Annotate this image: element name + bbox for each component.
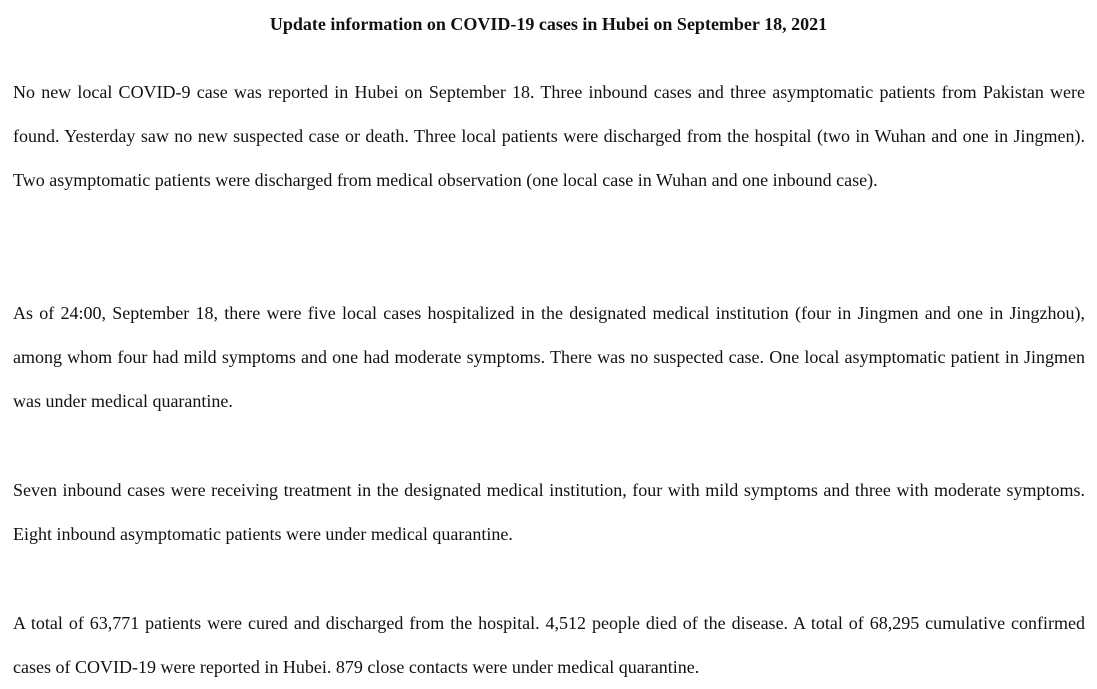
- paragraph-cumulative-totals: A total of 63,771 patients were cured and discharged from the hospital. 4,512 people died of the disease. A total of 68,295 cumulative confirmed cases of COVID-19 were reported in Hubei. 879 close contacts were under medical quarantine.: [13, 613, 1085, 678]
- paragraph-inbound-treatment: Seven inbound cases were receiving treatment in the designated medical institution, four with mild symptoms and three with moderate symptoms. Eight inbound asymptomatic patients were under medical quarantine.: [13, 480, 1085, 545]
- paragraph-new-cases: No new local COVID-9 case was reported in Hubei on September 18. Three inbound cases and three asymptomatic patients from Pakistan were found. Yesterday saw no new suspected case or death. Three local patients were discharged from the hospital (two in Wuhan and one in Jingmen). Two asymptomatic patients were discharged from medical observation (one local case in Wuhan and one inbound case).: [13, 82, 1085, 191]
- document-title: Update information on COVID-19 cases in Hubei on September 18, 2021: [269, 14, 828, 34]
- paragraph-local-hospitalized: As of 24:00, September 18, there were five local cases hospitalized in the designated medical institution (four in Jingmen and one in Jingzhou), among whom four had mild symptoms and one had moderate symptoms. There was no suspected case. One local asymptomatic patient in Jingmen was under medical quarantine.: [13, 303, 1085, 412]
